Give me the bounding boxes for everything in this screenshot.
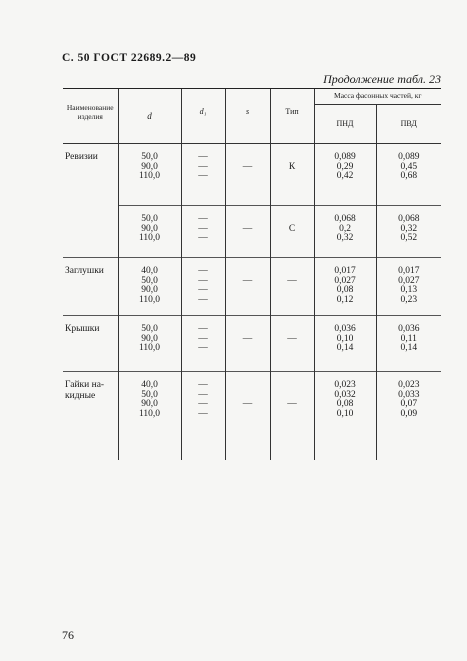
- row-name: Ревизии: [65, 152, 98, 162]
- cell-type: —: [270, 316, 314, 372]
- cell-pvd: 0,068 0,32 0,52: [376, 206, 441, 258]
- cell-pvd: 0,089 0,45 0,68: [376, 144, 441, 206]
- cell-d1: — — —: [181, 206, 225, 258]
- col-header-mass: Масса фасонных частей, кг: [314, 89, 441, 105]
- cell-pnd: 0,089 0,29 0,42: [314, 144, 376, 206]
- cell-s: —: [225, 144, 270, 206]
- col-header-pnd: ПНД: [314, 105, 376, 144]
- col-header-type: Тип: [270, 89, 314, 144]
- col-header-pvd: ПВД: [376, 105, 441, 144]
- cell-pvd: 0,036 0,11 0,14: [376, 316, 441, 372]
- cell-pnd: 0,036 0,10 0,14: [314, 316, 376, 372]
- cell-type: —: [270, 372, 314, 460]
- cell-pnd: 0,068 0,2 0,32: [314, 206, 376, 258]
- mass-table: [63, 88, 441, 460]
- cell-s: —: [225, 372, 270, 460]
- page-number: 76: [62, 628, 74, 642]
- cell-type: К: [270, 144, 314, 206]
- cell-s: —: [225, 316, 270, 372]
- col-header-d1: d₁: [181, 89, 225, 144]
- row-name: Заглушки: [63, 258, 118, 316]
- cell-d: 50,0 90,0 110,0: [118, 144, 181, 206]
- cell-type: —: [270, 258, 314, 316]
- table-continuation-caption: Продолжение табл. 23: [323, 72, 441, 86]
- cell-d1: — — — —: [181, 372, 225, 460]
- cell-type: С: [270, 206, 314, 258]
- cell-s: —: [225, 206, 270, 258]
- row-name: Крышки: [63, 316, 118, 372]
- table-row: [63, 206, 441, 258]
- standard-header: С. 50 ГОСТ 22689.2—89: [62, 52, 197, 64]
- row-name: Гайки на- кидные: [63, 372, 118, 460]
- cell-d: 40,0 50,0 90,0 110,0: [118, 372, 181, 460]
- table-header-row: [63, 89, 441, 105]
- cell-d: 50,0 90,0 110,0: [118, 316, 181, 372]
- table-row: [63, 144, 441, 206]
- cell-pnd: 0,017 0,027 0,08 0,12: [314, 258, 376, 316]
- table-row: [63, 316, 441, 372]
- cell-d1: — — —: [181, 144, 225, 206]
- cell-d1: — — — —: [181, 258, 225, 316]
- cell-s: —: [225, 258, 270, 316]
- cell-d1: — — —: [181, 316, 225, 372]
- cell-pvd: 0,017 0,027 0,13 0,23: [376, 258, 441, 316]
- col-header-s: s: [225, 89, 270, 144]
- cell-pnd: 0,023 0,032 0,08 0,10: [314, 372, 376, 460]
- cell-pvd: 0,023 0,033 0,07 0,09: [376, 372, 441, 460]
- col-header-name: Наименование изделия: [63, 89, 118, 144]
- cell-d: 40,0 50,0 90,0 110,0: [118, 258, 181, 316]
- table-row: [63, 258, 441, 316]
- cell-d: 50,0 90,0 110,0: [118, 206, 181, 258]
- table-row: [63, 372, 441, 460]
- col-header-d: d: [118, 89, 181, 144]
